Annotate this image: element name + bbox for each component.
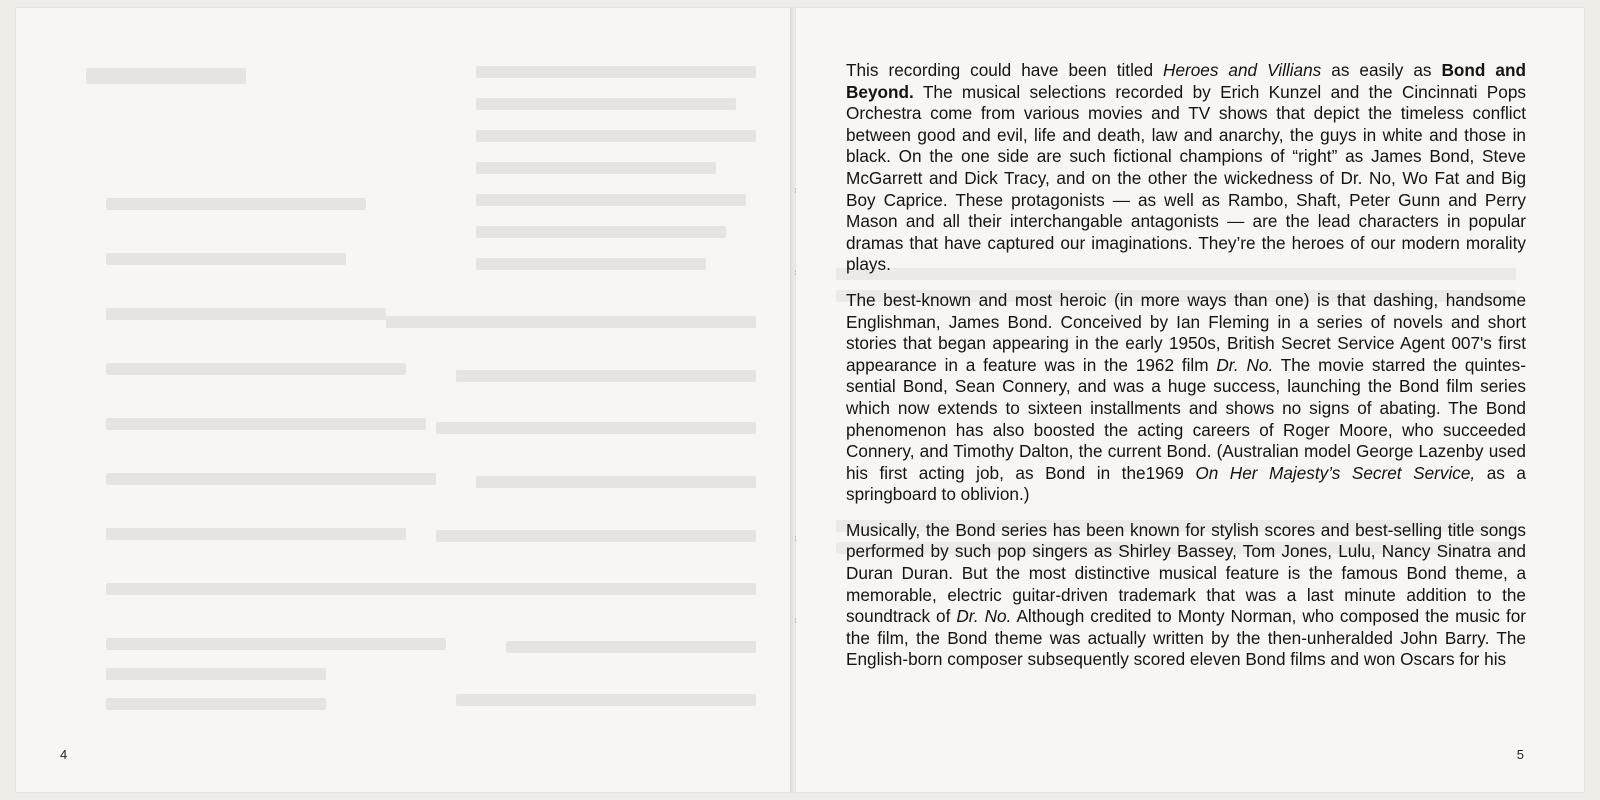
right-page (796, 8, 1584, 792)
page-number-left: 4 (60, 747, 68, 762)
film-title: On Her Majesty’s Secret Service, (1195, 462, 1476, 483)
show-through-text (56, 58, 776, 728)
paragraph-intro: This recording could have been titled Heroes and Villians as easily as Bond and Beyond. The musical selections recorded by Erich Kunzel and the Cincinnati Pops Orchestra come from various movies and TV shows that depict the timeless conflict between good and evil, life and death, law and anarchy, the guys in white and those in black. On the one side are such fictional champions of “right” as James Bond, Steve McGarrett and Dick Tracy, and on the other the wickedness of Dr. No, Wo Fat and Big Boy Caprice. These protagonists — as well as Rambo, Shaft, Peter Gunn and Perry Mason and all their interchangable antagonists — are the lead characters in popular dramas that have captured our imaginations. They’re the heroes of our modern morality plays. (846, 60, 1526, 275)
paragraph-music: Musically, the Bond series has been known for stylish scores and best-selling title songs performed by such pop singers as Shirley Bassey, Tom Jones, Lulu, Nancy Sinatra and Duran Duran. But the most distinctive musical feature is the famous Bond theme, a memorable, electric guitar-driven trademark that was a last minute addition to the soundtrack of Dr. No. Although credited to Monty Norman, who composed the music for the film, the Bond theme was actually written by the then-unheralded John Barry. The English-born composer subsequently scored eleven Bond films and won Oscars for his (846, 519, 1527, 670)
album-title-bold: Bond and Beyond. (846, 60, 1526, 102)
film-title: Dr. No. (1216, 354, 1274, 375)
paragraph-james-bond: The best-known and most heroic (in more ways than one) is that dashing, handsome Englishman, James Bond. Conceived by Ian Fleming in a series of novels and short stories that began appearing in the early 1950s, British Secret Service Agent 007's first appearance in a feature was in the 1962 film Dr. No. The movie starred the quintes-sential Bond, Sean Connery, and was a huge success, launching the Bond film series which now extends to sixteen installments and shows no signs of abating. The Bond phenomenon has also boosted the acting careers of Roger Moore, who succeeded Connery, and Timothy Dalton, the current Bond. (Australian model George Lazenby used his first acting job, as Bond in the1969 On Her Majesty’s Secret Service, as a springboard to oblivion.) (846, 289, 1527, 505)
film-title: Dr. No. (956, 606, 1012, 627)
album-title-italic: Heroes and Villians (1163, 60, 1322, 80)
page-number-right: 5 (1516, 747, 1524, 762)
body-text (846, 60, 1526, 685)
left-page (16, 8, 795, 792)
